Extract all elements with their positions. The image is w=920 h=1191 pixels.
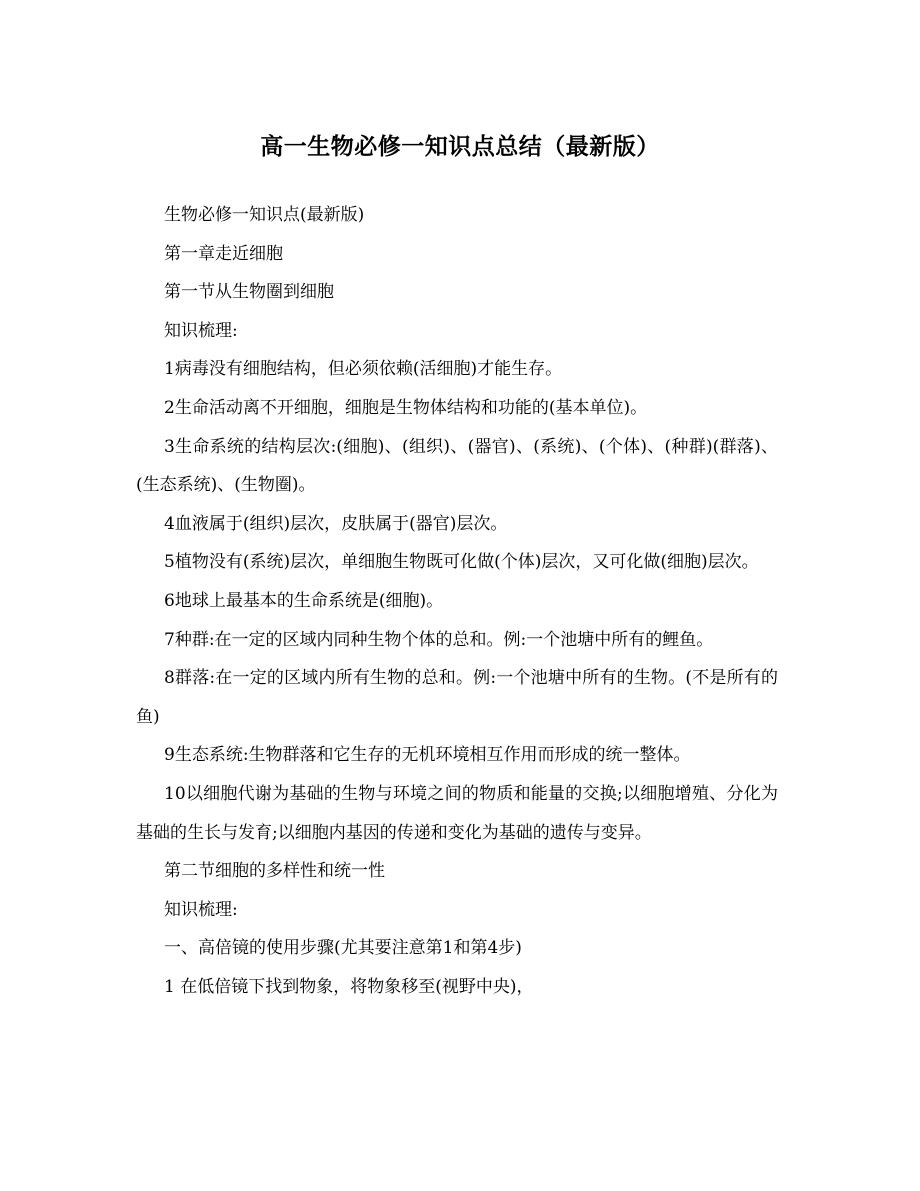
- document-body: [136, 196, 778, 1006]
- list-item: 2生命活动离不开细胞，细胞是生物体结构和功能的(基本单位)。: [164, 397, 648, 418]
- list-item: 6地球上最基本的生命系统是(细胞)。: [164, 590, 444, 611]
- subheading: 知识梳理:: [164, 899, 238, 920]
- list-item: 1病毒没有细胞结构，但必须依赖(活细胞)才能生存。: [164, 359, 563, 380]
- list-item: 8群落:在一定的区域内所有生物的总和。例:一个池塘中所有的生物。(不是所有的鱼): [136, 668, 778, 727]
- section-heading: 第二节细胞的多样性和统一性: [164, 861, 385, 882]
- list-item: 10以细胞代谢为基础的生物与环境之间的物质和能量的交换;以细胞增殖、分化为基础的生长与发育;以细胞内基因的传递和变化为基础的遗传与变异。: [136, 783, 778, 843]
- paragraph: 生物必修一知识点(最新版): [164, 205, 365, 225]
- list-item: 7种群:在一定的区域内同种生物个体的总和。例:一个池塘中所有的鲤鱼。: [164, 629, 714, 650]
- list-heading: 一、高倍镜的使用步骤(尤其要注意第1和第4步): [164, 938, 522, 959]
- list-item: 3生命系统的结构层次:(细胞)、(组织)、(器官)、(系统)、(个体)、(种群)(群落)、(生态系统)、(生物圈)。: [136, 436, 778, 496]
- section-heading: 第一节从生物圈到细胞: [164, 282, 334, 303]
- list-item: 1 在低倍镜下找到物象，将物象移至(视野中央)，: [164, 976, 534, 997]
- list-item: 9生态系统:生物群落和它生存的无机环境相互作用而形成的统一整体。: [164, 745, 691, 766]
- chapter-heading: 第一章走近细胞: [164, 243, 283, 264]
- list-item: 4血液属于(组织)层次，皮肤属于(器官)层次。: [164, 513, 508, 534]
- subheading: 知识梳理:: [164, 320, 238, 341]
- list-item: 5植物没有(系统)层次，单细胞生物既可化做(个体)层次，又可化做(细胞)层次。: [164, 552, 759, 573]
- document-title: 高一生物必修一知识点总结（最新版）: [260, 133, 660, 160]
